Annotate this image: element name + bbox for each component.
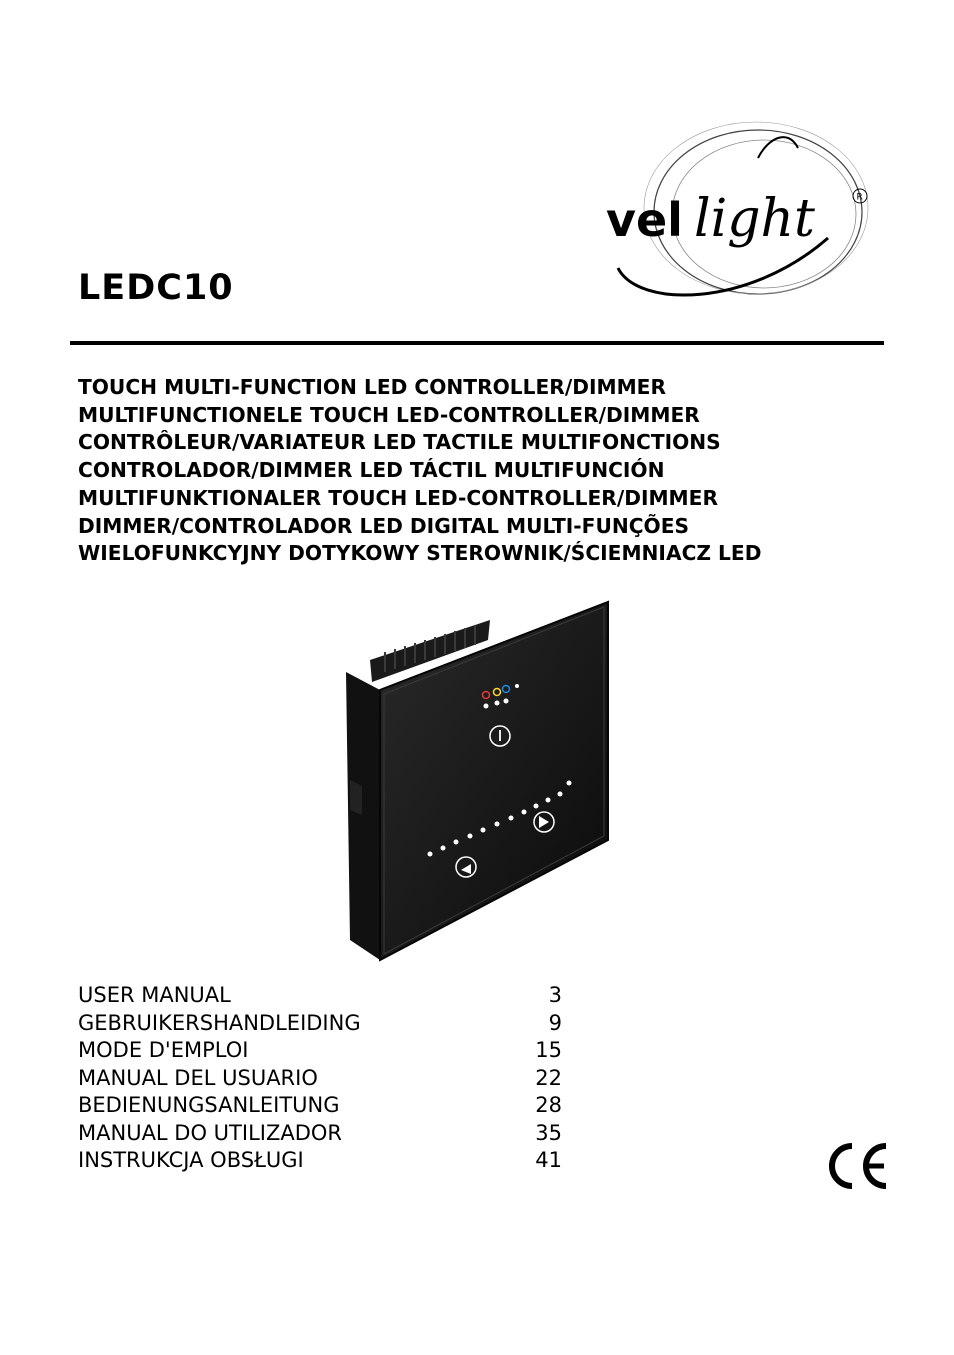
- title-pt: DIMMER/CONTROLADOR LED DIGITAL MULTI-FUNÇÕES: [78, 513, 690, 538]
- horizontal-divider: [70, 341, 884, 345]
- title-en: TOUCH MULTI-FUNCTION LED CONTROLLER/DIMMER: [78, 375, 666, 399]
- title-nl: MULTIFUNCTIONELE TOUCH LED-CONTROLLER/DIMMER: [78, 402, 700, 427]
- toc-label: MODE D'EMPLOI: [78, 1038, 249, 1062]
- toc-label: MANUAL DO UTILIZADOR: [78, 1120, 343, 1145]
- toc-label: INSTRUKCJA OBSŁUGI: [78, 1148, 304, 1172]
- svg-text:R: R: [856, 192, 863, 203]
- toc-page: 15: [535, 1038, 562, 1062]
- toc-page: 28: [535, 1093, 562, 1117]
- toc-page: 35: [535, 1120, 562, 1145]
- toc-label: BEDIENUNGSANLEITUNG: [78, 1093, 340, 1117]
- svg-text:light: light: [694, 189, 815, 249]
- model-number: LEDC10: [78, 268, 234, 308]
- title-de: MULTIFUNKTIONALER TOUCH LED-CONTROLLER/DIMMER: [78, 485, 718, 510]
- toc-row: [78, 1147, 562, 1175]
- toc-page: 3: [548, 983, 562, 1007]
- toc-label: USER MANUAL: [78, 983, 231, 1007]
- toc-row: [78, 1037, 562, 1065]
- toc-page: 9: [548, 1010, 562, 1035]
- title-es: CONTROLADOR/DIMMER LED TÁCTIL MULTIFUNCIÓN: [78, 458, 665, 483]
- title-pl: WIELOFUNKCYJNY DOTYKOWY STEROWNIK/ŚCIEMNIACZ LED: [78, 541, 762, 566]
- toc-row: [78, 1092, 562, 1120]
- product-image: [340, 580, 620, 965]
- vellight-logo: [598, 118, 878, 314]
- title-fr: CONTRÔLEUR/VARIATEUR LED TACTILE MULTIFONCTIONS: [78, 430, 721, 455]
- toc-label: MANUAL DEL USUARIO: [78, 1065, 318, 1090]
- ce-mark: [824, 1140, 890, 1192]
- toc-row: [78, 1010, 562, 1038]
- toc-page: 22: [535, 1065, 562, 1090]
- toc-row: [78, 1120, 562, 1148]
- toc-row: [78, 982, 562, 1010]
- table-of-contents: [78, 982, 562, 1175]
- svg-text:vel: vel: [606, 193, 683, 247]
- toc-label: GEBRUIKERSHANDLEIDING: [78, 1010, 361, 1035]
- toc-page: 41: [535, 1148, 562, 1172]
- toc-row: [78, 1065, 562, 1093]
- product-titles: [78, 374, 761, 568]
